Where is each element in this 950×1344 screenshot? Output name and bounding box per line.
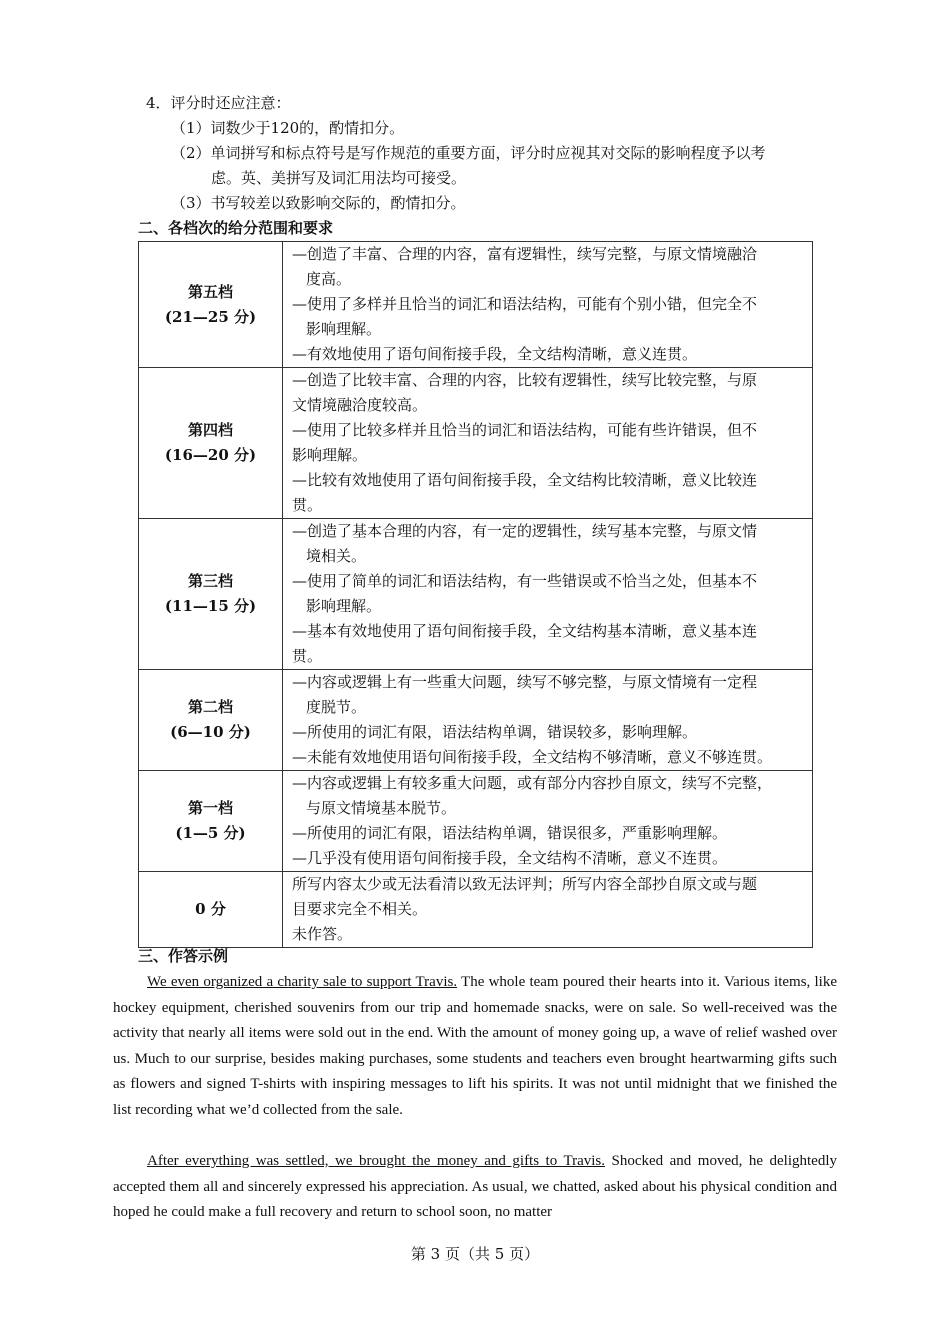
rubric-row (139, 519, 813, 670)
rubric-level-range: (16—20 分) (164, 446, 257, 464)
rubric-description-line: 目要求完全不相关。 (292, 900, 428, 918)
rubric-description-line: —比较有效地使用了语句间衔接手段，全文结构比较清晰，意义比较连 (292, 471, 758, 489)
rubric-level-name: 第一档 (187, 799, 233, 817)
rubric-description-cell (283, 368, 813, 519)
rubric-description-line: —未能有效地使用语句间衔接手段，全文结构不够清晰，意义不够连贯。 (292, 748, 773, 766)
page-footer: 第 3 页（共 5 页） (410, 1245, 540, 1263)
rubric-description-line: —使用了多样并且恰当的词汇和语法结构，可能有个别小错，但完全不 (292, 295, 758, 313)
rubric-description-line: —创造了比较丰富、合理的内容，比较有逻辑性，续写比较完整，与原 (292, 371, 758, 389)
rubric-description-line: —几乎没有使用语句间衔接手段，全文结构不清晰，意义不连贯。 (292, 849, 728, 867)
rubric-description-cell (283, 670, 813, 771)
rubric-description-cell (283, 872, 813, 948)
rubric-description-line: —基本有效地使用了语句间衔接手段，全文结构基本清晰，意义基本连 (292, 622, 758, 640)
rubric-row (139, 368, 813, 519)
rubric-level-cell (139, 771, 283, 872)
example-p1-topic-sentence: We even organized a charity sale to support Travis. (147, 974, 458, 990)
rubric-description-cell (283, 771, 813, 872)
section2-heading: 二、各档次的给分范围和要求 (138, 219, 334, 237)
rubric-description-line: 境相关。 (306, 547, 367, 565)
note-item-3: （3）书写较差以致影响交际的，酌情扣分。 (171, 194, 466, 212)
rubric-description-cell (283, 242, 813, 368)
rubric-description-line: 未作答。 (292, 925, 353, 943)
rubric-level-name: 0 分 (195, 900, 226, 918)
example-paragraph-2 (113, 1149, 837, 1226)
rubric-row (139, 670, 813, 771)
rubric-row (139, 242, 813, 368)
note-item-2: （2）单词拼写和标点符号是写作规范的重要方面，评分时应视其对交际的影响程度予以考 (171, 144, 766, 162)
rubric-row (139, 872, 813, 948)
rubric-description-line: —内容或逻辑上有较多重大问题，或有部分内容抄自原文，续写不完整， (292, 774, 773, 792)
rubric-description-line: —创造了基本合理的内容，有一定的逻辑性，续写基本完整，与原文情 (292, 522, 758, 540)
rubric-level-name: 第四档 (187, 421, 233, 439)
rubric-description-line: —所使用的词汇有限，语法结构单调，错误较多，影响理解。 (292, 723, 698, 741)
rubric-row (139, 771, 813, 872)
example-paragraph-1 (113, 970, 837, 1124)
rubric-level-cell (139, 872, 283, 948)
rubric-description-line: 影响理解。 (306, 320, 382, 338)
rubric-level-range: (11—15 分) (164, 597, 257, 615)
rubric-level-name: 第二档 (187, 698, 233, 716)
rubric-level-cell (139, 519, 283, 670)
rubric-description-line: 度脱节。 (306, 698, 367, 716)
rubric-level-range: (6—10 分) (170, 723, 251, 741)
rubric-description-line: —使用了比较多样并且恰当的词汇和语法结构，可能有些许错误，但不 (292, 421, 758, 439)
rubric-level-name: 第五档 (187, 282, 233, 301)
rubric-level-name: 第三档 (187, 572, 233, 590)
rubric-level-cell (139, 670, 283, 771)
rubric-description-line: 度高。 (306, 270, 352, 288)
rubric-level-range: (1—5 分) (175, 824, 246, 842)
note-item-1: （1）词数少于120的，酌情扣分。 (171, 119, 405, 137)
rubric-level-cell (139, 368, 283, 519)
rubric-description-line: 与原文情境基本脱节。 (306, 799, 457, 817)
rubric-description-line: 影响理解。 (306, 597, 382, 615)
notes-title: 4．评分时还应注意： (146, 94, 291, 112)
example-p1-body: The whole team poured their hearts into it. Various items, like hockey equipment, cherished souvenirs from our trip and homemade snacks, were on sale. So well-received was the activity that nearly all items were sold out in the end. With the amount of money going up, a wave of relief washed over us. Much to our surprise, besides making purchases, some students and teachers even brought heartwarming gifts such as flowers and signed T-shirts with inspiring messages to lift his spirits. It was not until midnight that we finished the list recording what we’d collected from the sale. (113, 974, 838, 1118)
rubric-description-line: —创造了丰富、合理的内容，富有逻辑性，续写完整，与原文情境融洽 (292, 245, 758, 263)
rubric-description-line: 所写内容太少或无法看清以致无法评判；所写内容全部抄自原文或与题 (292, 875, 758, 893)
note-item-2-cont: 虑。英、美拼写及词汇用法均可接受。 (211, 169, 467, 187)
rubric-description-line: —所使用的词汇有限，语法结构单调，错误很多，严重影响理解。 (292, 824, 728, 842)
rubric-description-line: —内容或逻辑上有一些重大问题，续写不够完整，与原文情境有一定程 (292, 673, 758, 691)
rubric-description-line: 贯。 (292, 496, 323, 514)
section3-heading: 三、作答示例 (138, 947, 229, 965)
rubric-table (138, 241, 813, 948)
rubric-description-line: —使用了简单的词汇和语法结构，有一些错误或不恰当之处，但基本不 (292, 572, 758, 590)
rubric-level-range: (21—25 分) (164, 307, 257, 326)
rubric-description-line: 影响理解。 (292, 446, 368, 464)
rubric-level-cell (139, 242, 283, 368)
rubric-description-line: 文情境融洽度较高。 (292, 396, 428, 414)
rubric-description-cell (283, 519, 813, 670)
rubric-description-line: 贯。 (292, 647, 323, 665)
example-p2-topic-sentence: After everything was settled, we brought the money and gifts to Travis. (147, 1153, 605, 1169)
rubric-description-line: —有效地使用了语句间衔接手段，全文结构清晰，意义连贯。 (292, 345, 698, 363)
example-p2-body: Shocked and moved, he delightedly accepted them all and sincerely expressed his appreciation. As usual, we chatted, asked about his physical condition and hoped he could make a full recovery and return to school soon, no matter (113, 1153, 837, 1221)
